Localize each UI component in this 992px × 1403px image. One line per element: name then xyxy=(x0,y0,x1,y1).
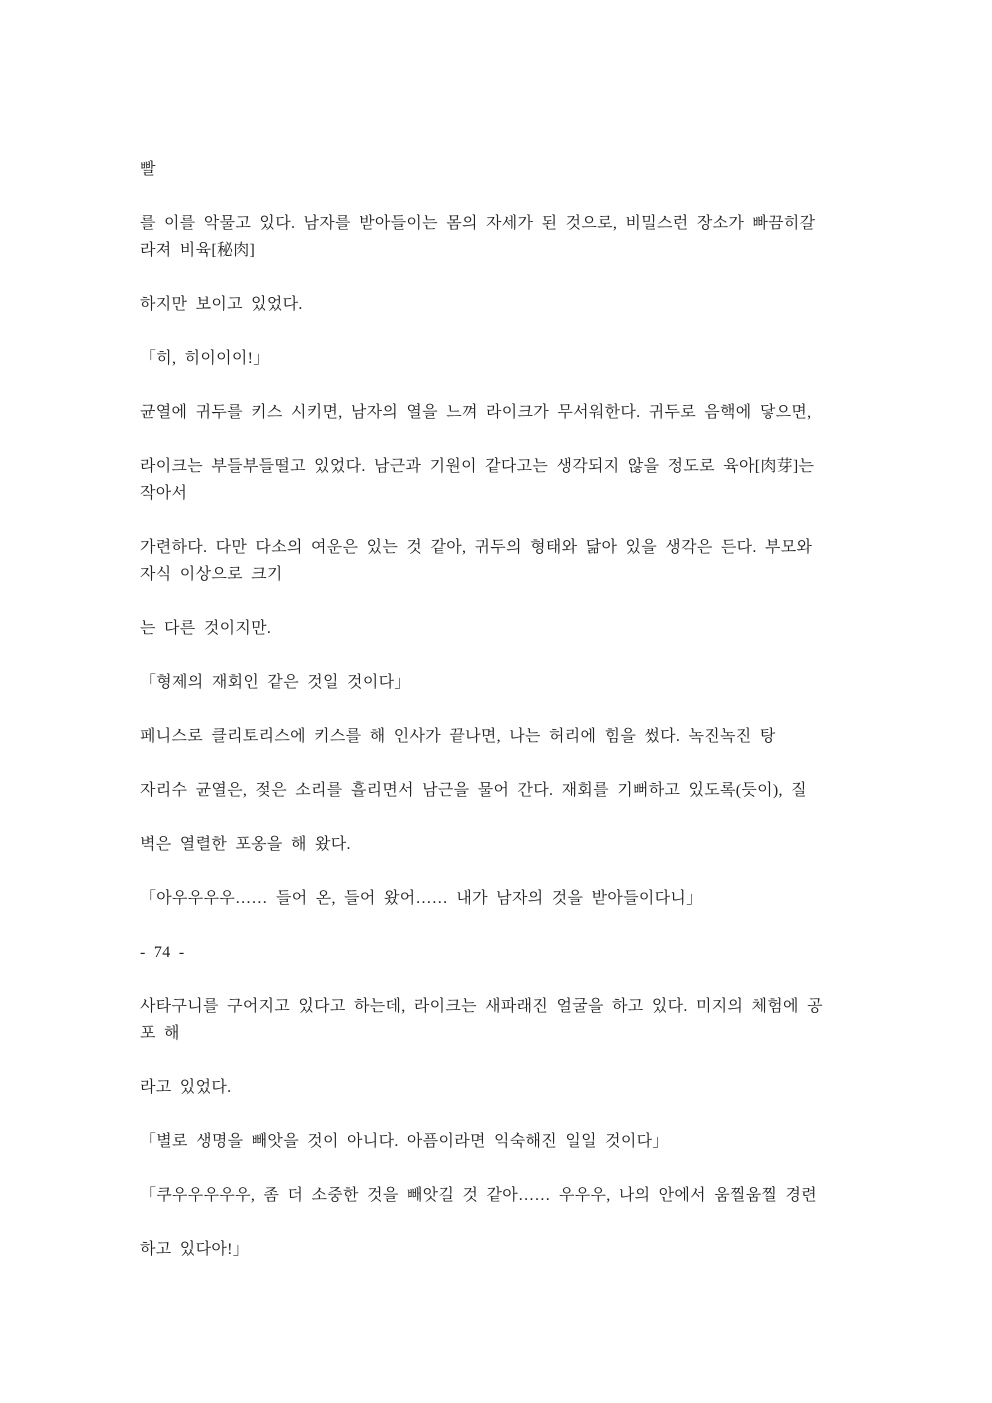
paragraph xyxy=(140,1074,872,1101)
text-line: 페니스로 클리토리스에 키스를 해 인사가 끝나면, 나는 허리에 힘을 썼다. 녹진녹진 탕 xyxy=(140,728,776,745)
text-line: 사타구니를 구어지고 있다고 하는데, 라이크는 새파래진 얼굴을 하고 있다. 미지의 체험에 공 xyxy=(140,998,823,1015)
text-line: 균열에 귀두를 키스 시키면, 남자의 열을 느껴 라이크가 무서워한다. 귀두로 음핵에 닿으면, xyxy=(140,404,812,421)
text-line: 를 이를 악물고 있다. 남자를 받아들이는 몸의 자세가 된 것으로, 비밀스런 장소가 빠끔히갈 xyxy=(140,215,816,232)
paragraph xyxy=(140,831,872,858)
paragraph xyxy=(140,615,872,642)
text-line: 「형제의 재회인 같은 것일 것이다」 xyxy=(140,674,411,691)
text-line: 라져 비육[秘肉] xyxy=(140,242,256,259)
text-line: 「별로 생명을 빼앗을 것이 아니다. 아픔이라면 익숙해진 일일 것이다」 xyxy=(140,1133,669,1150)
paragraph xyxy=(140,993,872,1047)
paragraph xyxy=(140,345,872,372)
paragraph xyxy=(140,1128,872,1155)
paragraph xyxy=(140,453,872,507)
text-line: 「아우우우우…… 들어 온, 들어 왔어…… 내가 남자의 것을 받아들이다니」 xyxy=(140,890,703,907)
text-line: 하지만 보이고 있었다. xyxy=(140,296,303,313)
text-line: 자리수 균열은, 젖은 소리를 흘리면서 남근을 물어 간다. 재회를 기뻐하고 있도록(듯이), 질 xyxy=(140,782,807,799)
text-line: 는 다른 것이지만. xyxy=(140,620,272,637)
text-line: 하고 있다아!」 xyxy=(140,1241,250,1258)
paragraph xyxy=(140,210,872,264)
paragraph xyxy=(140,291,872,318)
paragraph xyxy=(140,1182,872,1209)
text-line: 가련하다. 다만 다소의 여운은 있는 것 같아, 귀두의 형태와 닮아 있을 생각은 든다. 부모와 xyxy=(140,539,813,556)
text-line: 작아서 xyxy=(140,485,188,502)
page-number-block xyxy=(140,939,872,966)
text-line: 라이크는 부들부들떨고 있었다. 남근과 기원이 같다고는 생각되지 않을 정도로 육아[肉芽]는 xyxy=(140,458,815,475)
page-number: - 74 - xyxy=(140,944,185,961)
text-line: 자식 이상으로 크기 xyxy=(140,566,283,583)
paragraph xyxy=(140,723,872,750)
paragraph xyxy=(140,777,872,804)
paragraph xyxy=(140,669,872,696)
text-line: 「히, 히이이이!」 xyxy=(140,350,270,367)
text-line: 라고 있었다. xyxy=(140,1079,232,1096)
paragraph xyxy=(140,156,872,183)
paragraph xyxy=(140,399,872,426)
text-line: 벽은 열렬한 포옹을 해 왔다. xyxy=(140,836,351,853)
text-line: 포 해 xyxy=(140,1025,180,1042)
paragraph xyxy=(140,1236,872,1263)
text-line: 「쿠우우우우우, 좀 더 소중한 것을 빼앗길 것 같아…… 우우우, 나의 안에서 움찔움찔 경련 xyxy=(140,1187,818,1204)
paragraph xyxy=(140,534,872,588)
paragraph xyxy=(140,885,872,912)
text-line: 빨 xyxy=(140,161,156,178)
text-content xyxy=(140,156,872,1263)
